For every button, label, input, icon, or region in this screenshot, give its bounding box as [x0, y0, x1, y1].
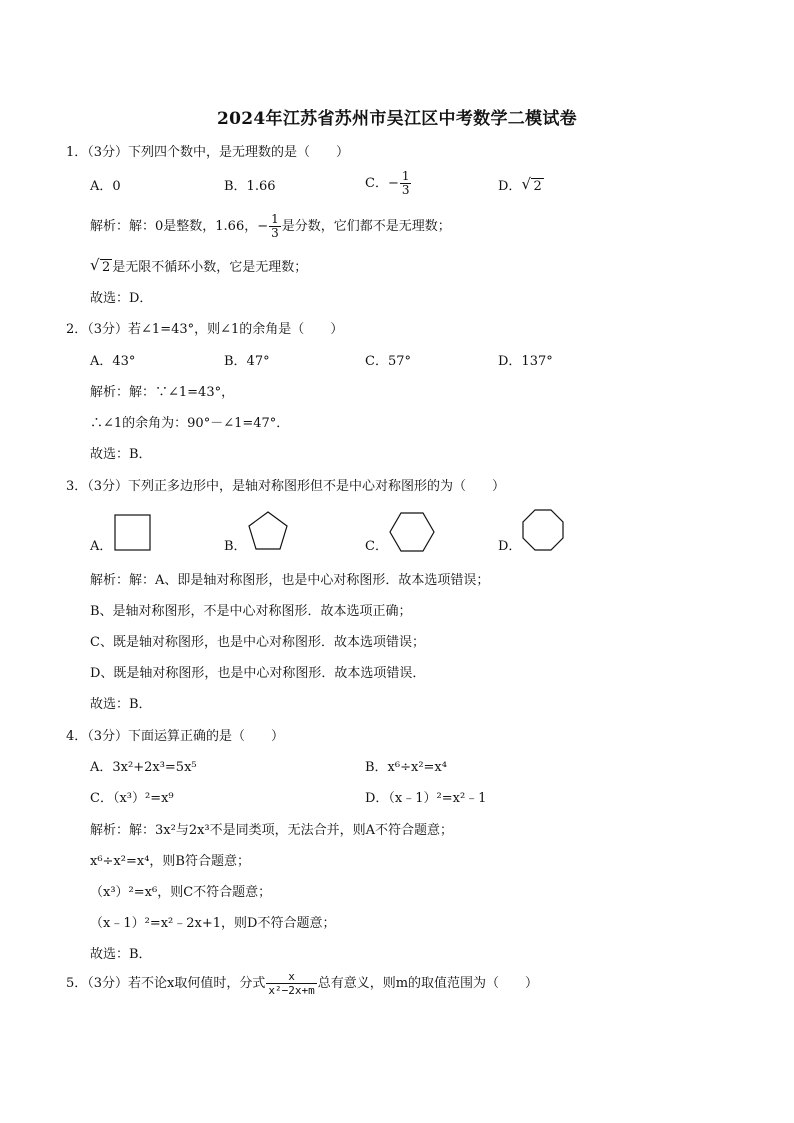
q3-stem: 3．（3分）下列正多边形中，是轴对称图形但不是中心对称图形的为（ ） — [66, 479, 506, 494]
q4-analysis-line1: 解析：解：3x²与2x³不是同类项，无法合并，则A不符合题意； — [90, 823, 454, 838]
q1-analysis-line2 — [90, 256, 308, 277]
q3-analysis-line4: D、既是轴对称图形，也是中心对称图形．故本选项错误． — [90, 666, 426, 681]
q5-stem-text: 总有意义，则m的取值范围为（ ） — [317, 976, 539, 991]
pentagon-shape — [246, 510, 290, 552]
q2-answer: 故选：B． — [90, 447, 152, 462]
q3-analysis-line3: C、既是轴对称图形，也是中心对称图形．故本选项错误； — [90, 635, 425, 650]
q3-option-a-label: A． — [90, 539, 113, 554]
q4-option-d: D．（x﹣1）²=x²﹣1 — [365, 791, 487, 806]
q2-option-d: D．137° — [498, 354, 553, 369]
q3-option-d-label: D． — [498, 539, 522, 554]
q1-analysis-line1 — [90, 213, 451, 240]
square-shape — [114, 514, 152, 552]
q4-option-a: A．3x²+2x³=5x⁵ — [90, 760, 197, 775]
radicand: 2 — [102, 260, 111, 275]
fraction-denominator: x²−2x+m — [268, 984, 315, 997]
q2-analysis-line1: 解析：解：∵∠1=43°， — [90, 385, 235, 400]
page-title: 2024年江苏省苏州市吴江区中考数学二模试卷 — [217, 109, 577, 129]
q4-analysis-line4: （x﹣1）²=x²﹣2x+1，则D不符合题意； — [90, 916, 336, 931]
q1-option-c — [365, 170, 412, 197]
analysis-text: 解析：解：0是整数，1.66，− — [90, 219, 269, 234]
hexagon-shape — [388, 511, 436, 553]
q5-stem — [66, 970, 538, 997]
octagon-shape — [521, 508, 565, 552]
fraction-denominator: 3 — [271, 226, 279, 240]
analysis-text: 是分数，它们都不是无理数； — [281, 219, 451, 234]
fraction-numerator: 1 — [271, 212, 279, 226]
q2-stem: 2．（3分）若∠1=43°，则∠1的余角是（ ） — [66, 322, 344, 337]
q1-option-b: B．1.66 — [224, 179, 276, 194]
q2-option-c: C．57° — [365, 354, 411, 369]
q4-stem: 4．（3分）下面运算正确的是（ ） — [66, 729, 285, 744]
q3-answer: 故选：B． — [90, 697, 152, 712]
q3-analysis-line1: 解析：解：A、即是轴对称图形，也是中心对称图形．故本选项错误； — [90, 573, 490, 588]
q5-fraction — [266, 970, 316, 997]
q5-stem-text: 5．（3分）若不论x取何值时，分式 — [66, 976, 266, 991]
q4-analysis-line3: （x³）²=x⁶，则C不符合题意； — [90, 885, 272, 900]
q1-stem: 1．（3分）下列四个数中，是无理数的是（ ） — [66, 145, 350, 160]
q1-option-d — [498, 175, 544, 196]
sqrt-symbol: √ 2 — [521, 175, 542, 194]
fraction-numerator: 1 — [401, 169, 410, 183]
q1-answer: 故选：D． — [90, 291, 153, 306]
q2-option-b: B．47° — [224, 354, 270, 369]
q4-option-b: B．x⁶÷x²=x⁴ — [365, 760, 447, 775]
q1-option-a: A．0 — [90, 179, 121, 194]
sqrt-symbol: √ 2 — [90, 256, 111, 275]
analysis-fraction — [269, 213, 281, 240]
q2-analysis-line2: ∴∠1的余角为：90°－∠1=47°． — [90, 416, 290, 431]
q3-analysis-line2: B、是轴对称图形，不是中心对称图形．故本选项正确； — [90, 604, 412, 619]
q3-option-b-label: B． — [224, 539, 247, 554]
fraction-denominator: 3 — [401, 183, 410, 197]
q3-option-c-label: C． — [365, 539, 388, 554]
q4-analysis-line2: x⁶÷x²=x⁴，则B符合题意； — [90, 854, 250, 869]
q2-option-a: A．43° — [90, 354, 136, 369]
q1-option-d-prefix: D． — [498, 179, 522, 194]
fraction-numerator: x — [266, 970, 316, 984]
analysis-text: 是无限不循环小数，它是无理数； — [112, 260, 308, 275]
q1-option-c-fraction — [400, 170, 412, 197]
q1-option-c-prefix: C．− — [365, 176, 399, 191]
q4-option-c: C．（x³）²=x⁹ — [90, 791, 174, 806]
q4-answer: 故选：B． — [90, 947, 152, 962]
radicand: 2 — [533, 179, 542, 194]
